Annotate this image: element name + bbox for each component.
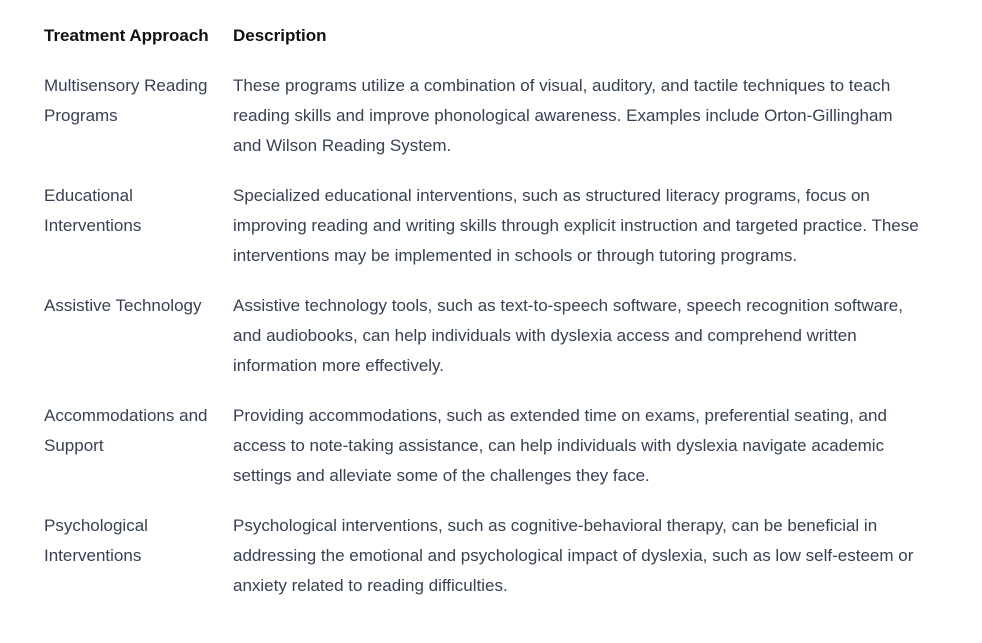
row-approach: Multisensory Reading Programs [44, 76, 208, 125]
row-description: These programs utilize a combination of visual, auditory, and tactile techniques to teach reading skills and improve phonological awareness. Examples include Orton-Gillingham and Wilson Reading System. [233, 76, 893, 155]
row-approach: Assistive Technology [44, 296, 202, 315]
row-description: Psychological interventions, such as cognitive-behavioral therapy, can be beneficial in addressing the emotional and psychological impact of dyslexia, such as low self-esteem or anxiety related to reading difficulties. [233, 516, 914, 595]
row-approach: Psychological Interventions [44, 516, 148, 565]
header-description: Description [233, 26, 327, 45]
table-row [44, 389, 924, 499]
treatment-table [44, 21, 924, 609]
row-approach: Educational Interventions [44, 186, 142, 235]
treatment-table-container [44, 21, 924, 609]
table-header-row [44, 21, 924, 59]
table-row [44, 59, 924, 169]
table-row [44, 279, 924, 389]
row-description: Specialized educational interventions, such as structured literacy programs, focus on improving reading and writing skills through explicit instruction and targeted practice. These interventions may be implemented in schools or through tutoring programs. [233, 186, 919, 265]
row-description: Assistive technology tools, such as text-to-speech software, speech recognition software, and audiobooks, can help individuals with dyslexia access and comprehend written information more effectively. [233, 296, 903, 375]
row-description: Providing accommodations, such as extended time on exams, preferential seating, and access to note-taking assistance, can help individuals with dyslexia navigate academic settings and alleviate some of the challenges they face. [233, 406, 887, 485]
table-row [44, 169, 924, 279]
row-approach: Accommodations and Support [44, 406, 208, 455]
table-row [44, 499, 924, 609]
header-treatment-approach: Treatment Approach [44, 26, 209, 45]
